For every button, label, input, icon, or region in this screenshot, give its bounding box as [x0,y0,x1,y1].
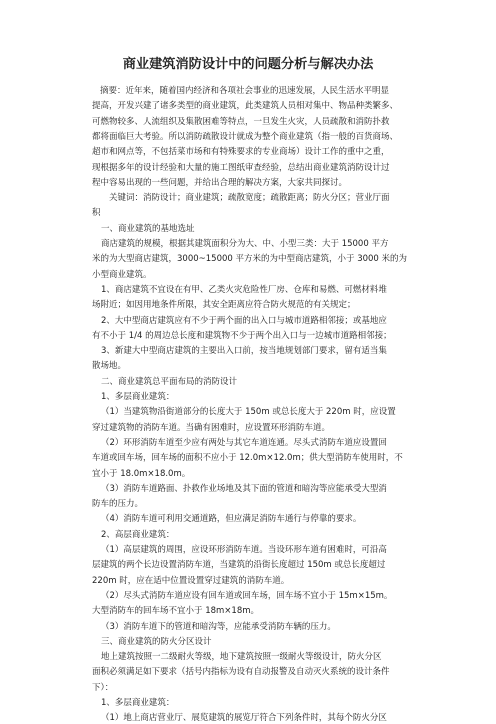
text-line: 散场地。 [92,361,127,372]
text-line: （1）当建筑物沿街道部分的长度大于 150m 或总长度大于 220m 时，应设置 [101,407,396,418]
text-line: 商店建筑的规模，根据其建筑面积分为大、中、小型三类：大于 15000 平方 [101,239,389,249]
text-line: （3）消防车道下的管道和暗沟等，应能承受消防车辆的压力。 [101,621,336,632]
text-line: 下）： [92,682,114,693]
text-line: 米的为大型商店建筑，3000~15000 平方米的为中型商店建筑，小于 3000 米的为 [92,254,408,265]
text-line: 宜小于 18.0m×18.0m。 [92,468,191,479]
text-line: 地上建筑按照一二级耐火等级，地下建筑按照一级耐火等级设计，防火分区 [101,652,382,663]
text-line: 超市和网点等，不包括菜市场和有特殊要求的专业商场）设计工作的重中之重， [92,147,390,158]
text-line: 现根据多年的设计经验和大量的施工图纸审查经验，总结出商业建筑消防设计过 [92,162,390,173]
text-line: 1、多层商业建筑： [101,392,175,402]
text-line: 小型商业建筑。 [92,269,152,280]
text-line: 积 [92,208,101,219]
text-line: 3、新建大中型商店建筑的主要出入口前，按当地规划部门要求，留有适当集 [101,346,387,357]
text-line: 车道或回车场，回车场的面积不应小于 12.0m×12.0m；供大型消防车使用时，不 [92,453,403,464]
text-line: （1）地上商店营业厅、展览建筑的展览厅符合下列条件时，其每个防火分区 [101,713,387,724]
text-line: 1、商店建筑不宜设在有甲、乙类火灾危险性厂房、仓库和易燃、可燃材料堆 [101,284,387,295]
text-line: 可燃物较多、人流组织及集散困难等特点，一旦发生火灾，人员疏散和消防扑救 [92,116,390,127]
text-line: （2）环形消防车道至少应有两处与其它车道连通。尽头式消防车道应设置回 [101,437,387,448]
text-line: 提高，开发兴建了诸多类型的商业建筑，此类建筑人员相对集中、物品种类繁多、 [92,101,399,112]
text-line: （2）尽头式消防车道应设有回车道或回车场，回车场不宜小于 15m×15m。 [101,590,393,601]
text-line: 二、商业建筑总平面布局的消防设计 [101,376,238,387]
text-line: （4）消防车道可利用交通道路，但应满足消防车通行与停靠的要求。 [101,514,362,525]
text-line: 层建筑的两个长边设置消防车道，当建筑的沿街长度超过 150m 或总长度超过 [92,560,386,571]
text-line: 防车的压力。 [92,499,144,510]
text-line: 大型消防车的回车场不宜小于 18m×18m。 [92,606,260,617]
text-line: 摘要：近年来，随着国内经济和各项社会事业的迅速发展，人民生活水平明显 [100,86,390,96]
text-line: 2、高层商业建筑： [101,529,175,540]
text-line: 都将面临巨大考验。所以消防疏散设计就成为整个商业建筑（指一般的百货商场、 [92,131,399,142]
text-line: 220m 时，应在适中位置设置穿过建筑的消防车道。 [92,575,290,586]
text-line: （1）高层建筑的周围，应设环形消防车道。当设环形车道有困难时，可沿高 [101,545,387,555]
text-line: 一、商业建筑的基地选址 [101,223,195,234]
text-line: 关键词：消防设计；商业建筑；疏散宽度；疏散距离；防火分区；营业厅面 [109,193,390,204]
text-line: 1、多层商业建筑： [101,698,175,708]
text-line: （3）消防车道路面、扑救作业场地及其下面的管道和暗沟等应能承受大型消 [101,483,387,494]
text-line: 有不小于 1/4 的周边总长度和建筑物不少于两个出入口与一边城市道路相邻接； [92,330,392,341]
document-title: 商业建筑消防设计中的问题分析与解决办法 [122,57,374,72]
text-line: 场附近；如因用地条件所限，其安全距离应符合防火规范的有关规定； [92,300,356,311]
text-line: 穿过建筑物的消防车道。当确有困难时，应设置环形消防车道。 [92,422,331,433]
text-line: 三、商业建筑的防火分区设计 [101,636,212,647]
text-line: 面积必须满足如下要求（括号内指标为设有自动报警及自动灭火系统的设计条件 [92,667,390,678]
text-line: 2、大中型商店建筑应有不少于两个面的出入口与城市道路相邻接；或基地应 [101,315,387,326]
text-line: 程中容易出现的一些问题，并给出合理的解决方案，大家共同探讨。 [92,177,348,188]
